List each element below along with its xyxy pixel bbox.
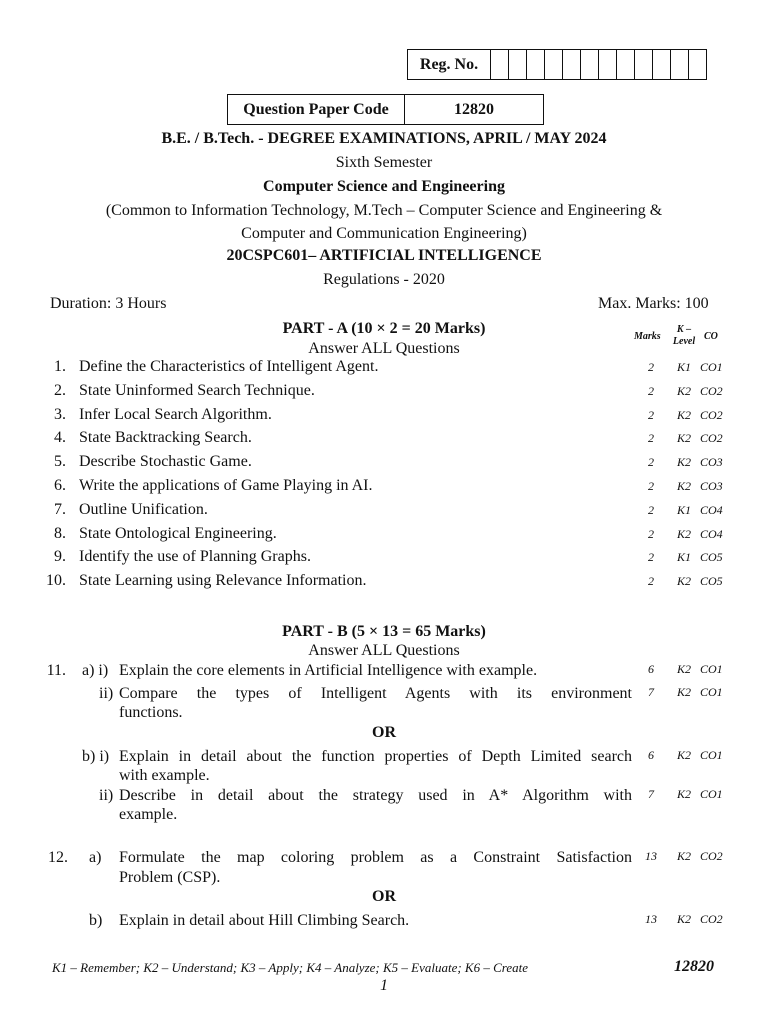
q12-b-text: Explain in detail about Hill Climbing Search. [119, 912, 410, 929]
question-marks: 2 [648, 360, 654, 374]
question-k-level: K1 [676, 360, 691, 374]
q12-a-k: K2 [676, 849, 691, 863]
part-a-instruction: Answer ALL Questions [308, 340, 460, 357]
question-co: CO5 [700, 550, 723, 564]
question-co: CO2 [700, 431, 723, 445]
question-text: Describe Stochastic Game. [79, 453, 252, 470]
question-marks: 2 [648, 408, 654, 422]
common-line-2: Computer and Communication Engineering) [241, 225, 527, 242]
question-number: 4. [54, 429, 66, 446]
question-co: CO3 [700, 479, 723, 493]
q12-a-line2: Problem (CSP). [119, 869, 221, 886]
q11-b-i-co: CO1 [700, 748, 723, 762]
question-k-level: K2 [676, 574, 691, 588]
common-line-1: (Common to Information Technology, M.Tech – Computer Science and Engineering & [105, 202, 663, 219]
q11-a-ii-line2: functions. [119, 704, 183, 721]
question-number: 8. [54, 525, 66, 542]
q11-b-i-line1: Explain in detail about the function properties of Depth Limited search [119, 748, 632, 765]
question-marks: 2 [648, 503, 654, 517]
q11-number: 11. [46, 662, 66, 679]
question-k-level: K2 [676, 384, 691, 398]
q12-or: OR [372, 888, 396, 905]
regulations: Regulations - 2020 [323, 271, 445, 288]
duration: Duration: 3 Hours [50, 295, 167, 312]
q12-b-label: b) [89, 912, 103, 929]
q11-a-ii-co: CO1 [700, 685, 723, 699]
q11-b-label: b) i) [82, 748, 110, 765]
q11-b-ii-k: K2 [676, 787, 691, 801]
max-marks: Max. Marks: 100 [598, 295, 709, 312]
q11-b-ii-line2: example. [119, 806, 178, 823]
question-marks: 2 [648, 431, 654, 445]
question-k-level: K2 [676, 408, 691, 422]
qp-code-box [227, 94, 544, 125]
q12-a-marks: 13 [645, 849, 657, 863]
question-number: 1. [54, 358, 66, 375]
page-number: 1 [380, 977, 388, 994]
q11-a-i-text: Explain the core elements in Artificial Intelligence with example. [119, 662, 538, 679]
col-k-header-1: K – [676, 324, 692, 335]
q11-b-i-marks: 6 [648, 748, 654, 762]
question-text: State Ontological Engineering. [79, 525, 277, 542]
semester: Sixth Semester [335, 154, 433, 171]
question-marks: 2 [648, 455, 654, 469]
question-k-level: K2 [676, 431, 691, 445]
q11-or: OR [372, 724, 396, 741]
question-co: CO2 [700, 384, 723, 398]
part-a-title: PART - A (10 × 2 = 20 Marks) [282, 320, 486, 337]
col-marks-header: Marks [634, 331, 661, 342]
q12-b-k: K2 [676, 912, 691, 926]
question-co: CO4 [700, 527, 723, 541]
question-marks: 2 [648, 479, 654, 493]
question-co: CO3 [700, 455, 723, 469]
question-marks: 2 [648, 384, 654, 398]
question-co: CO5 [700, 574, 723, 588]
question-text: Write the applications of Game Playing in AI. [79, 477, 373, 494]
q11-b-ii-line1: Describe in detail about the strategy used in A* Algorithm with [119, 787, 632, 804]
q11-b-ii-label: ii) [99, 787, 114, 804]
part-b-instruction: Answer ALL Questions [308, 642, 460, 659]
q11-a-i-marks: 6 [648, 662, 654, 676]
question-k-level: K1 [676, 503, 691, 517]
course-title: 20CSPC601– ARTIFICIAL INTELLIGENCE [226, 247, 542, 264]
question-marks: 2 [648, 527, 654, 541]
department: Computer Science and Engineering [263, 178, 505, 195]
qp-code-value: 12820 [405, 95, 544, 125]
q11-a-i-k: K2 [676, 662, 691, 676]
q11-a-ii-k: K2 [676, 685, 691, 699]
reg-no-box [407, 49, 707, 80]
question-marks: 2 [648, 574, 654, 588]
q11-b-ii-co: CO1 [700, 787, 723, 801]
question-number: 6. [54, 477, 66, 494]
q12-number: 12. [48, 849, 68, 866]
question-k-level: K2 [676, 479, 691, 493]
q11-a-label: a) i) [82, 662, 109, 679]
col-co-header: CO [704, 331, 718, 342]
question-text: Infer Local Search Algorithm. [79, 406, 272, 423]
question-k-level: K1 [676, 550, 691, 564]
question-text: Define the Characteristics of Intelligent Agent. [79, 358, 379, 375]
qp-code-label: Question Paper Code [228, 95, 405, 125]
q11-a-ii-label: ii) [99, 685, 114, 702]
footer-code: 12820 [674, 958, 714, 975]
question-co: CO4 [700, 503, 723, 517]
q12-b-co: CO2 [700, 912, 723, 926]
question-text: State Uninformed Search Technique. [79, 382, 315, 399]
q12-a-co: CO2 [700, 849, 723, 863]
question-marks: 2 [648, 550, 654, 564]
question-k-level: K2 [676, 455, 691, 469]
k-level-legend: K1 – Remember; K2 – Understand; K3 – Apply; K4 – Analyze; K5 – Evaluate; K6 – Create [52, 960, 529, 975]
reg-no-label: Reg. No. [408, 50, 491, 80]
q11-a-ii-marks: 7 [648, 685, 654, 699]
q11-b-i-k: K2 [676, 748, 691, 762]
question-k-level: K2 [676, 527, 691, 541]
question-number: 3. [54, 406, 66, 423]
question-text: State Learning using Relevance Information. [79, 572, 367, 589]
exam-title: B.E. / B.Tech. - DEGREE EXAMINATIONS, APRIL / MAY 2024 [161, 130, 607, 147]
question-co: CO1 [700, 360, 723, 374]
question-co: CO2 [700, 408, 723, 422]
question-number: 5. [54, 453, 66, 470]
q12-a-label: a) [89, 849, 102, 866]
col-k-header-2: Level [672, 336, 696, 347]
part-b-title: PART - B (5 × 13 = 65 Marks) [282, 623, 486, 640]
question-text: State Backtracking Search. [79, 429, 252, 446]
question-number: 2. [54, 382, 66, 399]
q12-a-line1: Formulate the map coloring problem as a Constraint Satisfaction [119, 849, 632, 866]
q11-b-ii-marks: 7 [648, 787, 654, 801]
q11-a-ii-line1: Compare the types of Intelligent Agents with its environment [119, 685, 632, 702]
question-number: 7. [54, 501, 66, 518]
question-text: Outline Unification. [79, 501, 208, 518]
q12-b-marks: 13 [645, 912, 657, 926]
question-number: 9. [54, 548, 66, 565]
q11-b-i-line2: with example. [119, 767, 210, 784]
question-number: 10. [46, 572, 66, 589]
q11-a-i-co: CO1 [700, 662, 723, 676]
question-text: Identify the use of Planning Graphs. [79, 548, 311, 565]
